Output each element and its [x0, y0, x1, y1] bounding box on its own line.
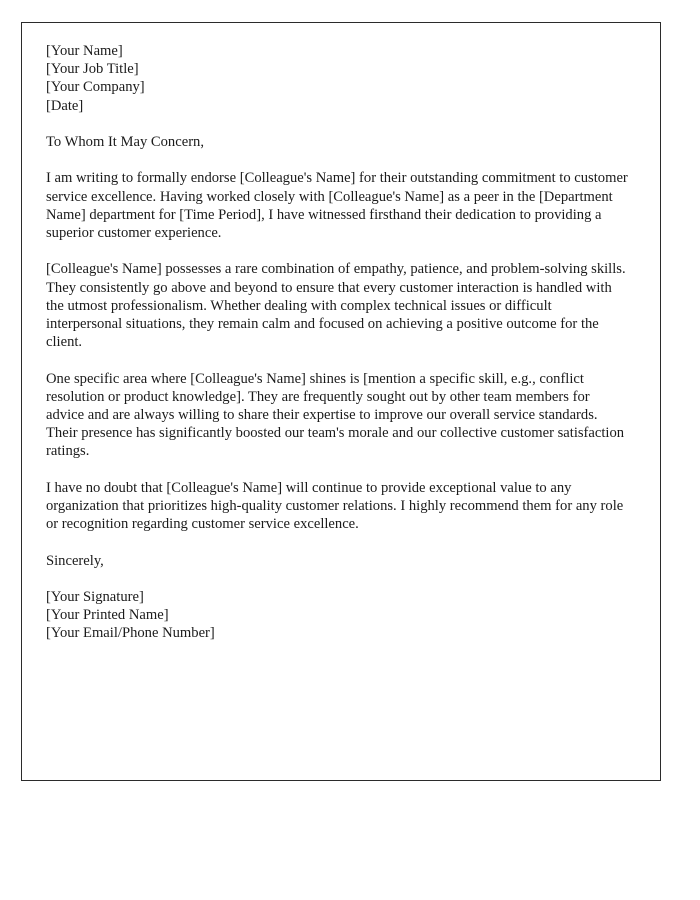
signature-block	[46, 588, 629, 643]
body-paragraph-3: One specific area where [Colleague's Name] shines is [mention a specific skill, e.g., conflict resolution or product knowledge]. They are frequently sought out by other team members for advice and are always willing to share their expertise to improve our overall service standards. Their presence has significantly boosted our team's morale and our collective customer satisfaction ratings.	[46, 370, 625, 460]
sender-name-line: [Your Name]	[46, 43, 123, 59]
letter-content	[46, 42, 629, 643]
printed-name-line: [Your Printed Name]	[46, 607, 169, 624]
salutation: To Whom It May Concern,	[46, 134, 204, 150]
sender-company-line: [Your Company]	[46, 79, 145, 96]
letter-frame	[21, 22, 661, 781]
body-paragraph-1: I am writing to formally endorse [Colleague's Name] for their outstanding commitment to customer service excellence. Having worked closely with [Colleague's Name] as a peer in the [Department Name] department for [Time Period], I have witnessed firsthand their dedication to providing a superior customer experience.	[46, 170, 628, 241]
sender-address-block	[46, 42, 629, 115]
sender-job-title-line: [Your Job Title]	[46, 61, 139, 78]
contact-info-line: [Your Email/Phone Number]	[46, 625, 215, 642]
sender-date-line: [Date]	[46, 97, 84, 114]
closing-line: Sincerely,	[46, 552, 104, 569]
signature-line: [Your Signature]	[46, 588, 144, 605]
body-paragraph-2: [Colleague's Name] possesses a rare combination of empathy, patience, and problem-solving skills. They consistently go above and beyond to ensure that every customer interaction is handled with the utmost professionalism. Whether dealing with complex technical issues or difficult interpersonal situations, they remain calm and focused on achieving a positive outcome for the client.	[46, 261, 626, 351]
body-paragraph-4: I have no doubt that [Colleague's Name] will continue to provide exceptional value to any organization that prioritizes high-quality customer relations. I highly recommend them for any role or recognition regarding customer service excellence.	[46, 479, 624, 533]
